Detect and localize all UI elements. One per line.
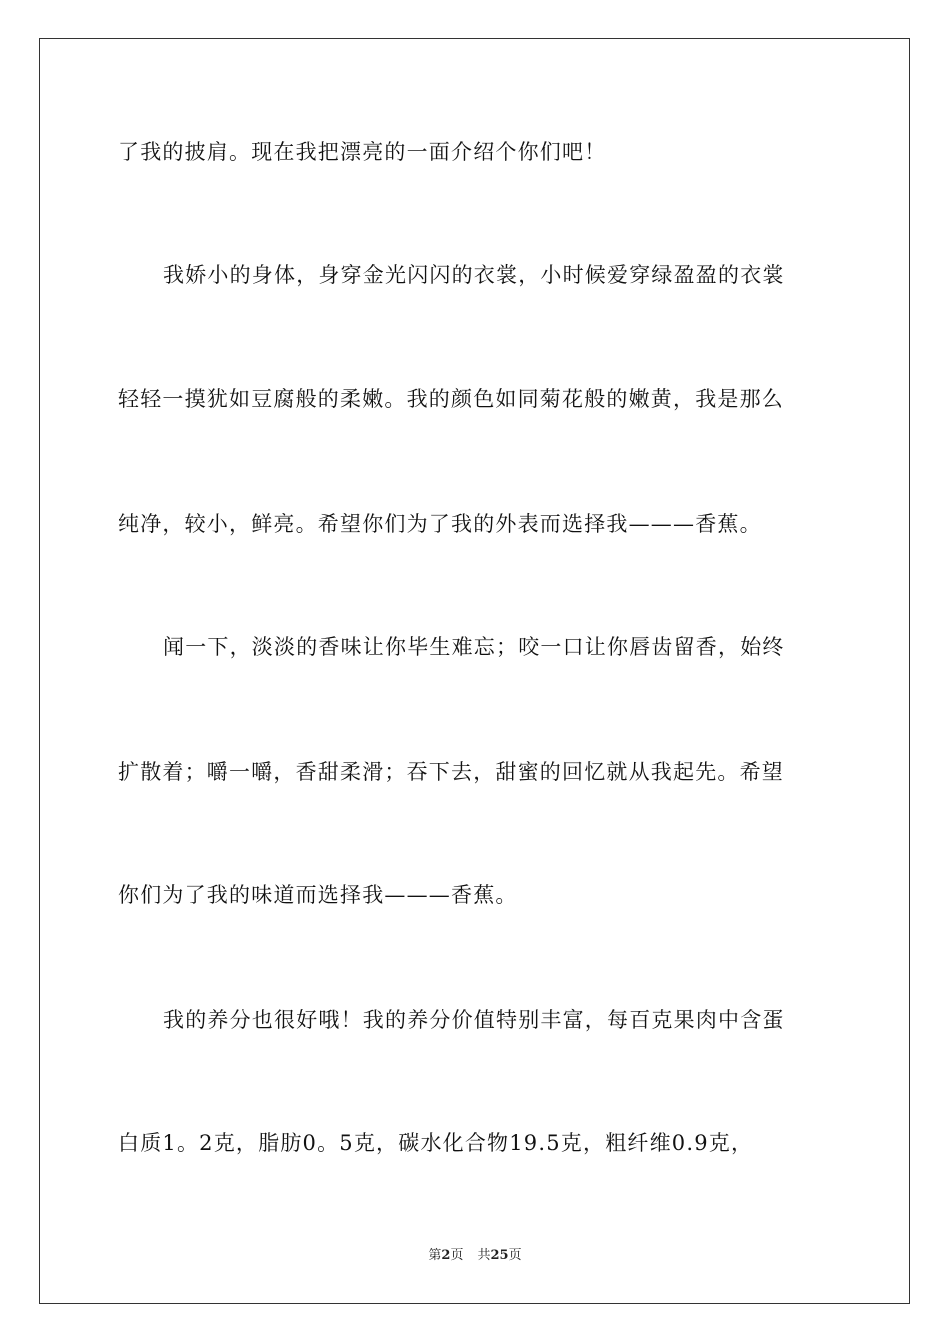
page-prefix: 第 <box>428 1248 442 1263</box>
total-prefix: 共 <box>477 1248 491 1263</box>
text-line-9: 白质1。2克，脂肪0。5克，碳水化合物19.5克，粗纤维0.9克， <box>118 1131 754 1155</box>
total-pages: 25 <box>490 1248 509 1263</box>
page-border <box>39 38 910 1304</box>
text-line-1: 了我的披肩。现在我把漂亮的一面介绍个你们吧！ <box>118 140 607 164</box>
text-line-2: 我娇小的身体，身穿金光闪闪的衣裳，小时候爱穿绿盈盈的衣裳 <box>163 263 785 287</box>
text-line-6: 扩散着；嚼一嚼，香甜柔滑；吞下去，甜蜜的回忆就从我起先。希望 <box>118 760 784 784</box>
page-footer <box>0 1247 950 1265</box>
total-suffix: 页 <box>508 1248 522 1263</box>
page-number: 2 <box>441 1248 451 1263</box>
text-line-8: 我的养分也很好哦！我的养分价值特别丰富，每百克果肉中含蛋 <box>163 1008 785 1032</box>
text-line-4: 纯净，较小，鲜亮。希望你们为了我的外表而选择我———香蕉。 <box>118 512 762 536</box>
text-line-3: 轻轻一摸犹如豆腐般的柔嫩。我的颜色如同菊花般的嫩黄，我是那么 <box>118 387 784 411</box>
page-suffix: 页 <box>450 1248 464 1263</box>
text-line-7: 你们为了我的味道而选择我———香蕉。 <box>118 883 518 907</box>
text-line-5: 闻一下，淡淡的香味让你毕生难忘；咬一口让你唇齿留香，始终 <box>163 635 785 659</box>
